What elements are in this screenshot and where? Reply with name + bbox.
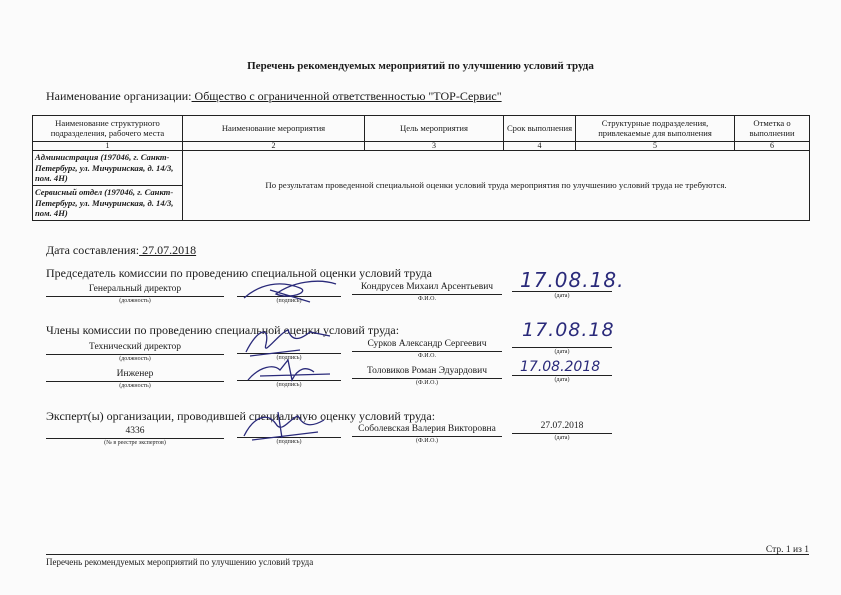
chairman-position: Генеральный директор [88, 284, 182, 294]
footer-divider [46, 554, 809, 555]
measures-note: По результатам проведенной специальной оценки условий труда мероприятия по улучшению условий труда не требуются. [183, 151, 810, 221]
compilation-date-label: Дата составления: [46, 243, 140, 257]
member-signature-icon [240, 356, 340, 386]
column-number: 3 [365, 142, 504, 151]
member-position-line [46, 381, 224, 382]
member-position: Инженер [116, 369, 154, 379]
chairman-name: Кондрусев Михаил Арсентьевич [360, 282, 494, 292]
compilation-date-line [46, 243, 196, 258]
expert-date: 27.07.2018 [540, 421, 584, 431]
table-header-row [33, 116, 810, 142]
column-number: 5 [576, 142, 735, 151]
expert-signature-caption: (подпись) [276, 439, 302, 445]
chairman-position-line [46, 296, 224, 297]
column-number: 1 [33, 142, 183, 151]
member-handwritten-date: 17.08.2018 [520, 359, 601, 375]
expert-signature-icon [238, 408, 338, 444]
chairman-signature-caption: (подпись) [276, 298, 302, 304]
organization-label: Наименование организации: [46, 89, 192, 103]
compilation-date-value: 27.07.2018 [139, 243, 197, 257]
chairman-name-line [352, 294, 502, 295]
header-cell: Наименование мероприятия [183, 116, 365, 142]
member-date-caption: (дата) [554, 377, 570, 383]
organization-name: Общество с ограниченной ответственностью "ТОР-Сервис" [191, 89, 502, 103]
expert-name: Соболевская Валерия Викторовна [358, 424, 496, 434]
chairman-name-caption: Ф.И.О. [418, 296, 436, 302]
header-cell: Цель мероприятия [365, 116, 504, 142]
header-cell: Наименование структурного подразделения, рабочего места [33, 116, 183, 142]
member-date-line [512, 375, 612, 376]
member-name: Сурков Александр Сергеевич [367, 339, 487, 349]
department-cell: Сервисный отдел (197046, г. Санкт-Петербург, ул. Мичуринская, д. 14/3, пом. 4Н) [33, 186, 183, 221]
expert-date-caption: (дата) [554, 435, 570, 441]
measures-table [32, 115, 810, 221]
expert-date-line [512, 433, 612, 434]
page-number: Стр. 1 из 1 [765, 545, 809, 555]
column-number-row [33, 142, 810, 151]
chairman-signature-icon [240, 274, 340, 304]
member-signature-icon [240, 322, 340, 360]
expert-name-caption: (Ф.И.О.) [416, 438, 438, 444]
member-date-line [512, 347, 612, 348]
member-name: Толовиков Роман Эдуардович [366, 366, 488, 376]
member-name-line [352, 378, 502, 379]
chairman-position-caption: (должность) [119, 298, 151, 304]
chairman-handwritten-date: 17.08.18. [520, 268, 625, 292]
member-name-line [352, 351, 502, 352]
organization-line [46, 89, 502, 104]
table-row [33, 151, 810, 186]
member-signature-caption: (подпись) [276, 355, 302, 361]
document-title: Перечень рекомендуемых мероприятий по улучшению условий труда [247, 60, 594, 72]
chairman-heading: Председатель комиссии по проведению специальной оценки условий труда [46, 266, 432, 280]
expert-name-line [352, 436, 502, 437]
member-position-caption: (должность) [119, 356, 151, 362]
member-signature-caption: (подпись) [276, 382, 302, 388]
member-date-caption: (дата) [554, 349, 570, 355]
column-number: 2 [183, 142, 365, 151]
header-cell: Структурные подразделения, привлекаемые для выполнения [576, 116, 735, 142]
member-position: Технический директор [89, 342, 181, 352]
column-number: 4 [504, 142, 576, 151]
expert-heading: Эксперт(ы) организации, проводившей специальную оценку условий труда: [46, 409, 436, 423]
header-cell: Отметка о выполнении [735, 116, 810, 142]
member-handwritten-date: 17.08.18 [522, 319, 615, 341]
members-heading: Члены комиссии по проведению специальной оценки условий труда: [46, 323, 400, 337]
column-number: 6 [735, 142, 810, 151]
expert-number-line [46, 438, 224, 439]
member-name-caption: (Ф.И.О.) [416, 380, 438, 386]
expert-number-caption: (№ в реестре экспертов) [104, 440, 166, 446]
footer-text: Перечень рекомендуемых мероприятий по улучшению условий труда [46, 557, 314, 567]
member-position-caption: (должность) [119, 383, 151, 389]
member-position-line [46, 354, 224, 355]
member-name-caption: Ф.И.О. [418, 353, 436, 359]
header-cell: Срок выполнения [504, 116, 576, 142]
expert-registry-number: 4336 [125, 426, 145, 436]
department-cell: Администрация (197046, г. Санкт-Петербург, ул. Мичуринская, д. 14/3, пом. 4Н) [33, 151, 183, 186]
chairman-date-caption: (дата) [554, 293, 570, 299]
